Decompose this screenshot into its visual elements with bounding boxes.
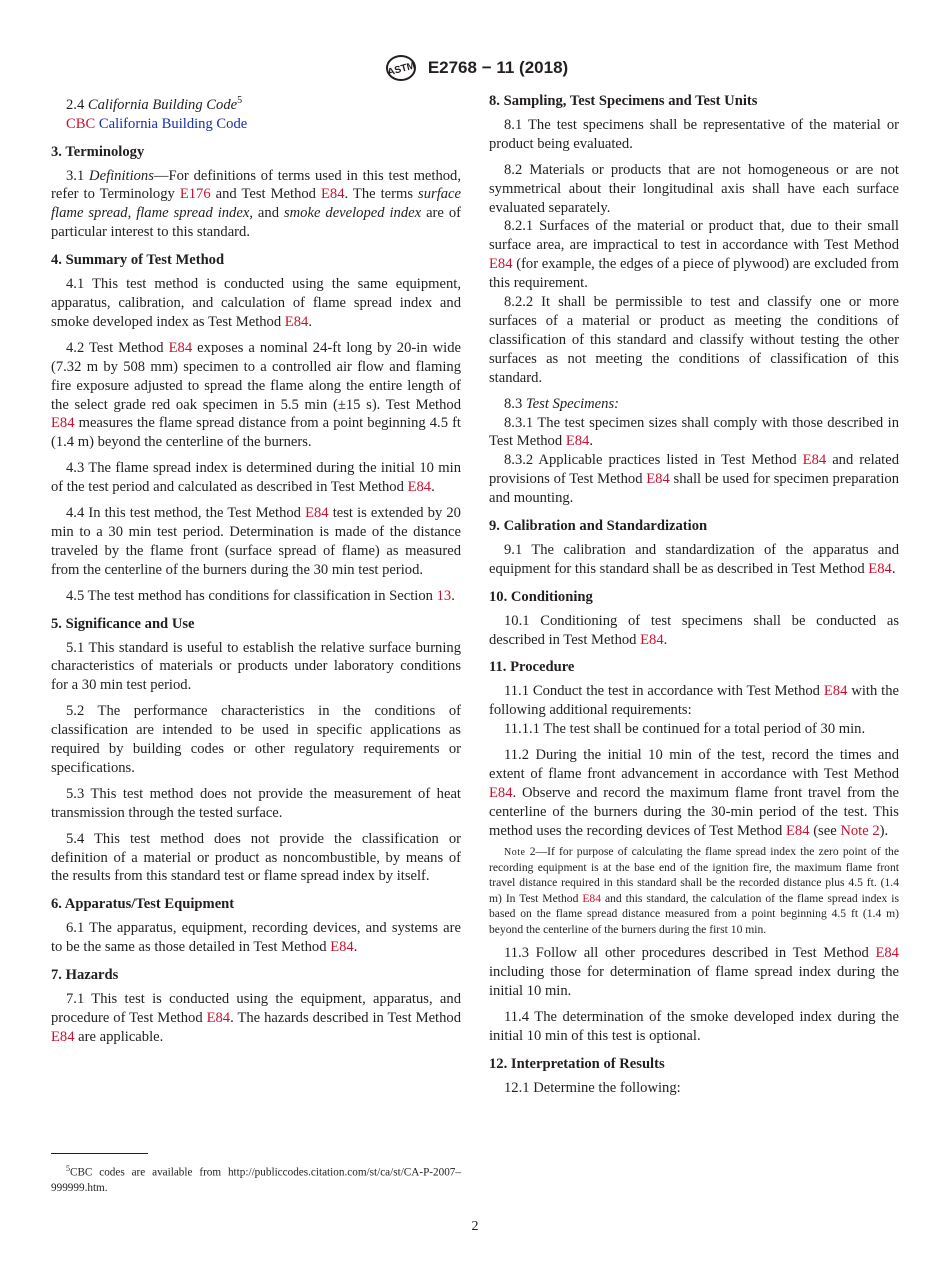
ref-e84-link[interactable]: E84	[802, 452, 827, 469]
page-number: 2	[471, 1219, 479, 1234]
ref-e84-link[interactable]: E84	[565, 433, 590, 450]
ref-e84-link[interactable]: E84	[640, 631, 664, 648]
astm-logo-icon	[382, 54, 420, 82]
paragraph-4-5: 4.5 The test method has conditions for classification in Section 13.	[66, 587, 455, 604]
ref-e84-link[interactable]: E84	[51, 415, 75, 432]
paragraph-11-2: 11.2 During the initial 10 min of the test, record the times and extent of flame front advancement in accordance with Test Method E84. Observe and record the maximum flame front travel from the centerline of the burners during the 30-min period of the test. This method uses the recording devices of Test Method E84 (see Note 2).	[489, 747, 899, 839]
ref-e84-link[interactable]: E84	[489, 256, 513, 273]
ref-e84-link[interactable]: E84	[305, 505, 329, 522]
ref-e84-link[interactable]: E84	[168, 339, 193, 356]
paragraph-8-1: 8.1 The test specimens shall be representative of the material or product being evaluated.	[489, 116, 899, 152]
paragraph-8-2-2: 8.2.2 It shall be permissible to test and classify one or more surfaces of a material or product as meeting the conditions of classification of this standard and classify without testing the other surfaces as not meeting the conditions of classification of this standard.	[489, 294, 899, 386]
ref-e84-link[interactable]: E84	[823, 683, 848, 700]
ref-e84-link[interactable]: E84	[875, 945, 899, 962]
heading-conditioning: 10. Conditioning	[489, 588, 593, 605]
paragraph-8-3-1: 8.3.1 The test specimen sizes shall comply with those described in Test Method E84.	[489, 414, 899, 450]
heading-apparatus: 6. Apparatus/Test Equipment	[51, 896, 235, 913]
ref-e84-link[interactable]: E84	[646, 471, 670, 488]
right-column	[489, 92, 899, 1097]
ref-e84-link[interactable]: E84	[206, 1009, 231, 1026]
paragraph-8-3: 8.3 Test Specimens:	[504, 395, 619, 412]
svg-text:ASTM: ASTM	[386, 60, 417, 79]
cbc-link[interactable]: California Building Code	[98, 115, 248, 132]
heading-terminology: 3. Terminology	[51, 143, 145, 160]
paragraph-8-2: 8.2 Materials or products that are not homogeneous or are not symmetrical about their longitudinal axis shall have each surface evaluated separately.	[489, 161, 899, 216]
left-column	[51, 92, 461, 1047]
paragraph-4-3: 4.3 The flame spread index is determined during the initial 10 min of the test period and calculated as described in Test Method E84.	[51, 460, 461, 496]
page-header	[0, 54, 950, 82]
paragraph-11-3: 11.3 Follow all other procedures described in Test Method E84 including those for determination of flame spread index during the initial 10 min.	[489, 945, 899, 999]
ref-e84-link[interactable]: E84	[321, 186, 345, 203]
paragraph-5-1: 5.1 This standard is useful to establish the relative surface burning characteristics of materials or products under laboratory conditions for a 30 min test period.	[51, 639, 461, 694]
ref-e84-link[interactable]: E84	[786, 822, 810, 839]
ref-e84-link[interactable]: E84	[51, 1028, 75, 1045]
heading-interpretation: 12. Interpretation of Results	[489, 1055, 665, 1072]
footnote-divider	[51, 1153, 148, 1154]
ref-section-13-link[interactable]: 13	[436, 587, 452, 604]
ref-note-2-link[interactable]: Note 2	[840, 822, 880, 839]
paragraph-8-2-1: 8.2.1 Surfaces of the material or product that, due to their small surface area, are impractical to test in accordance with Test Method E84 (for example, the edges of a piece of plywood) are excluded from this requirement.	[489, 218, 899, 292]
ref-e84-link[interactable]: E84	[582, 891, 602, 905]
paragraph-5-4: 5.4 This test method does not provide the classification or definition of a material or product as noncombustible, by means of the results from this standard test or flame spread index by itself.	[51, 830, 461, 885]
ref-e176-link[interactable]: E176	[179, 186, 211, 203]
paragraph-9-1: 9.1 The calibration and standardization of the apparatus and equipment for this standard shall be as described in Test Method E84.	[489, 541, 899, 577]
standard-designation: E2768 − 11 (2018)	[427, 58, 569, 77]
heading-sampling: 8. Sampling, Test Specimens and Test Units	[489, 93, 758, 109]
ref-e84-link[interactable]: E84	[330, 939, 354, 956]
paragraph-7-1: 7.1 This test is conducted using the equipment, apparatus, and procedure of Test Method E84. The hazards described in Test Method E84 are applicable.	[51, 991, 462, 1045]
paragraph-11-1-1: 11.1.1 The test shall be continued for a total period of 30 min.	[504, 721, 866, 738]
paragraph-8-3-2: 8.3.2 Applicable practices listed in Test Method E84 and related provisions of Test Method E84 shall be used for specimen preparation and mounting.	[489, 452, 900, 507]
ref-e84-link[interactable]: E84	[489, 784, 513, 801]
ref-e84-link[interactable]: E84	[284, 313, 309, 330]
cbc-abbr[interactable]: CBC	[66, 115, 96, 132]
ref-e84-link[interactable]: E84	[868, 560, 892, 577]
paragraph-3-1: 3.1 Definitions—For definitions of terms used in this test method, refer to Terminology E176 and Test Method E84. The terms surface flame spread, flame spread index, and smoke developed index are of particular interest to this standard.	[51, 167, 462, 241]
paragraph-4-4: 4.4 In this test method, the Test Method E84 test is extended by 20 min to a 30 min test period. Determination is made of the distance traveled by the flame front (surface spread of flame) as measured from the centerline of the burners during the 30 min test period.	[51, 505, 461, 578]
paragraph-12-1: 12.1 Determine the following:	[504, 1079, 681, 1096]
heading-significance: 5. Significance and Use	[51, 615, 195, 632]
heading-procedure: 11. Procedure	[489, 659, 575, 676]
paragraph-6-1: 6.1 The apparatus, equipment, recording devices, and systems are to be the same as those detailed in Test Method E84.	[51, 920, 461, 956]
paragraph-11-1: 11.1 Conduct the test in accordance with Test Method E84 with the following additional requirements:	[489, 683, 900, 719]
heading-calibration: 9. Calibration and Standardization	[489, 518, 708, 535]
heading-hazards: 7. Hazards	[51, 967, 119, 984]
paragraph-4-1: 4.1 This test method is conducted using the same equipment, apparatus, calibration, and calculation of flame spread index and smoke developed index as Test Method E84.	[51, 276, 461, 330]
heading-summary: 4. Summary of Test Method	[51, 252, 225, 269]
paragraph-5-2: 5.2 The performance characteristics in the conditions of classification are intended to be used in specific applications as required by building codes or other regulatory requirements or specifications.	[51, 703, 461, 776]
paragraph-5-3: 5.3 This test method does not provide the measurement of heat transmission through the tested surface.	[51, 785, 461, 821]
paragraph-4-2: 4.2 Test Method E84 exposes a nominal 24-ft long by 20-in wide (7.32 m by 508 mm) specimen to a controlled air flow and flaming fire exposure adjusted to spread the flame along the entire length of the select grade red oak specimen in 5.5 min (±15 s). Test Method E84 measures the flame spread distance from a point beginning 4.5 ft (1.4 m) beyond the centerline of the burners.	[51, 339, 462, 451]
footnote: $^5$CBC codes are available from http://publiccodes.citation.com/st/ca/st/CA-P-2007–999999.htm.	[51, 1164, 461, 1195]
cbc-reference	[51, 115, 461, 134]
paragraph-2-4: 2.4 California Building Code$^5$	[66, 95, 243, 113]
ref-e84-link[interactable]: E84	[407, 479, 432, 496]
paragraph-11-4: 11.4 The determination of the smoke developed index during the initial 10 min of this test is optional.	[489, 1008, 899, 1044]
note-2: Note 2—If for purpose of calculating the flame spread index the zero point of the recording equipment is at the base end of the ignition fire, the maximum flame front travel distance required in this standard shall be the recorded distance plus 4.5 ft. (1.4 m) In Test Method E84 and this standard, the calculation of the flame spread index is based on the flame spread distance measured from a point beginning 4.5 ft (1.4 m) beyond the centerline of the burners during the first 10 min.	[489, 844, 900, 936]
paragraph-10-1: 10.1 Conditioning of test specimens shall be conducted as described in Test Method E84.	[489, 612, 899, 648]
